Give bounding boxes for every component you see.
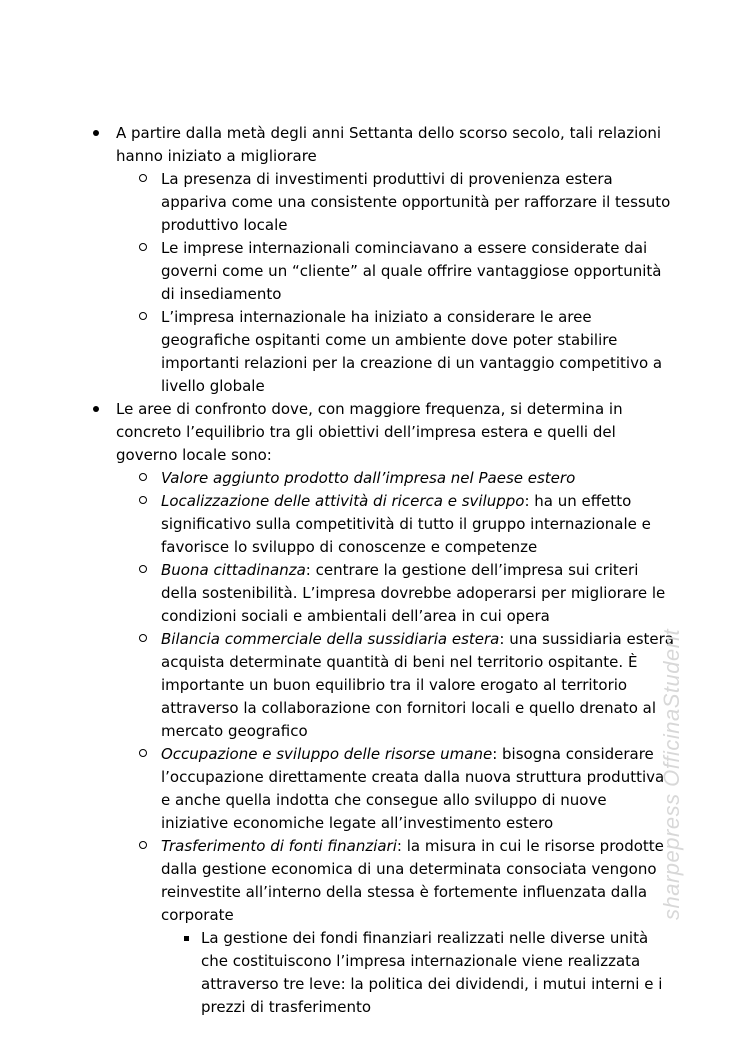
item-text: L’impresa internazionale ha iniziato a considerare le aree geografiche ospitanti come un ambiente dove poter stabilire importanti relazioni per la creazione di un vantaggio competitivo a livello globale [161,308,663,395]
circle-bullet-icon [139,306,153,329]
item-text: : bisogna considerare l’occupazione direttamente creata dalla nuova struttura produttiva e anche quella indotta che consegue allo sviluppo di nuove iniziative economiche legate all’investimento estero [161,745,665,832]
item-text: La presenza di investimenti produttivi di provenienza estera appariva come una consistente opportunità per rafforzare il tessuto produttivo locale [161,170,671,234]
item-term: Buona cittadinanza [161,561,306,579]
circle-bullet-icon [139,835,153,858]
list-item [139,559,678,628]
main-bullet-list [93,122,678,1019]
bullet-icon [93,122,107,145]
item-text: A partire dalla metà degli anni Settanta dello scorso secolo, tali relazioni hanno iniziato a migliorare [116,124,662,165]
item-text: Le aree di confronto dove, con maggiore frequenza, si determina in concreto l’equilibrio tra gli obiettivi dell’impresa estera e quelli del governo locale sono: [116,400,623,464]
circle-bullet-icon [139,743,153,766]
list-item [139,237,678,306]
sub-bullet-list [139,467,678,1019]
list-item [139,306,678,398]
item-term: Trasferimento di fonti finanziari [161,837,397,855]
circle-bullet-icon [139,559,153,582]
list-item [139,467,678,490]
circle-bullet-icon [139,467,153,490]
item-text: Le imprese internazionali cominciavano a essere considerate dai governi come un “cliente” al quale offrire vantaggiose opportunità di insediamento [161,239,662,303]
circle-bullet-icon [139,628,153,651]
bullet-icon [93,398,107,421]
sub-sub-bullet-list [184,927,678,1019]
sub-bullet-list [139,168,678,398]
item-term: Localizzazione delle attività di ricerca e sviluppo [161,492,525,510]
watermark: sharpepress OfficinaStudent [659,628,684,920]
square-bullet-icon [184,927,194,950]
item-term: Valore aggiunto prodotto dall’impresa nel Paese estero [161,469,576,487]
list-item [139,835,678,1019]
list-item [139,628,678,743]
document-content [93,122,678,1019]
item-term: Occupazione e sviluppo delle risorse umane [161,745,493,763]
circle-bullet-icon [139,237,153,260]
item-text: La gestione dei fondi finanziari realizzati nelle diverse unità che costituiscono l’impresa internazionale viene realizzata attraverso tre leve: la politica dei dividendi, i mutui interni e i prezzi di trasferimento [201,929,663,1016]
list-item [139,743,678,835]
item-text: : la misura in cui le risorse prodotte dalla gestione economica di una determinata consociata vengono reinvestite all’interno della stessa è fortemente influenzata dalla corporate [161,837,664,924]
list-item [139,168,678,237]
list-item [93,398,678,1019]
circle-bullet-icon [139,490,153,513]
list-item [93,122,678,398]
list-item [184,927,678,1019]
circle-bullet-icon [139,168,153,191]
list-item [139,490,678,559]
item-text: : centrare la gestione dell’impresa sui criteri della sostenibilità. L’impresa dovrebbe adoperarsi per migliorare le condizioni sociali e ambientali dell’area in cui opera [161,561,666,625]
item-text: : ha un effetto significativo sulla competitività di tutto il gruppo internazionale e favorisce lo sviluppo di conoscenze e competenze [161,492,651,556]
item-text: : una sussidiaria estera acquista determinate quantità di beni nel territorio ospitante. È importante un buon equilibrio tra il valore erogato al territorio attraverso la collaborazione con fornitori locali e quello drenato al mercato geografico [161,630,674,740]
item-term: Bilancia commerciale della sussidiaria estera [161,630,500,648]
